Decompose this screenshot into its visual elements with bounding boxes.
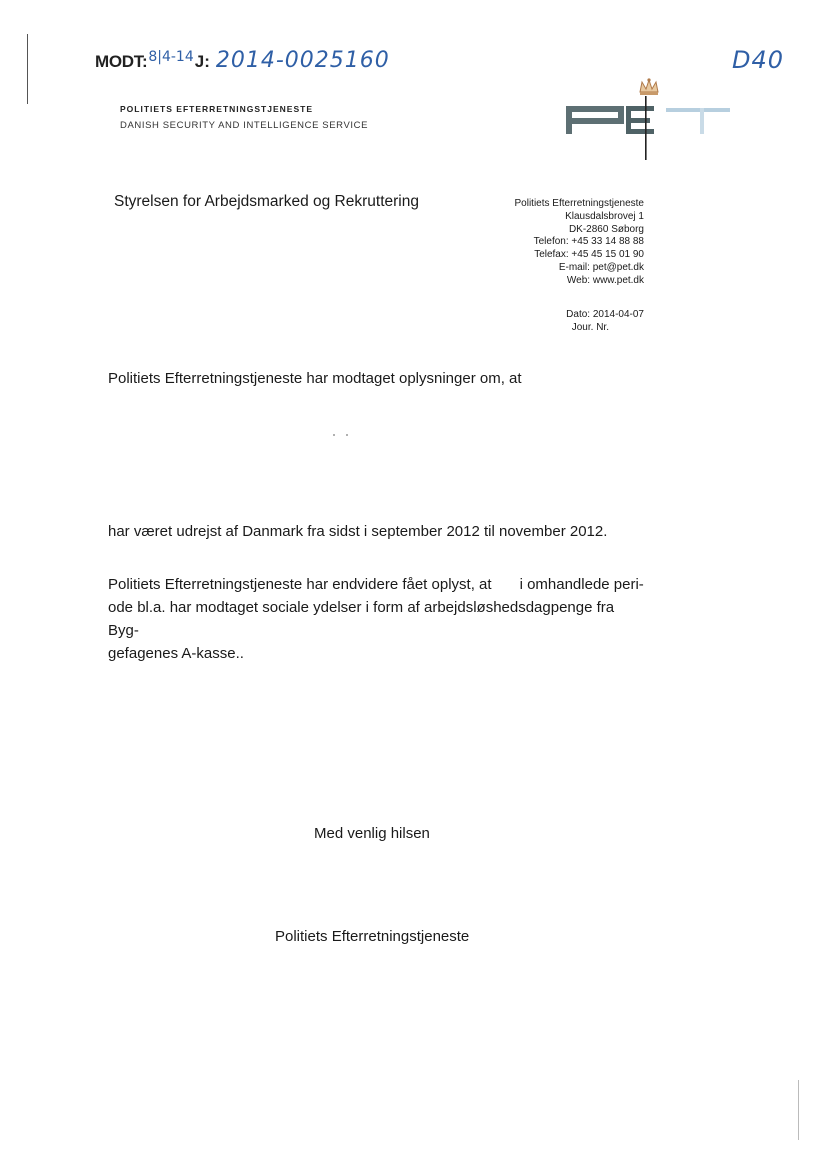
handwritten-mark: D40 <box>731 46 784 74</box>
logo-letter-p <box>566 106 624 134</box>
sender-street: Klausdalsbrovej 1 <box>565 210 644 222</box>
sender-web: Web: www.pet.dk <box>566 274 644 286</box>
body-paragraph-3-line-1: Politiets Efterretningstjeneste har endvidere fået oplyst, at i omhandlede peri- <box>108 576 644 593</box>
journal-number: Jour. Nr. <box>571 321 609 333</box>
stamp-prefix: MODT: <box>95 52 148 71</box>
crown-icon <box>640 78 658 95</box>
stamp-case-number: 2014-0025160 <box>215 48 390 73</box>
body-paragraph-3 <box>108 573 648 665</box>
logo-letter-e <box>626 106 654 134</box>
org-name-danish: POLITIETS EFTERRETNINGSTJENESTE <box>120 104 313 114</box>
sender-postal: DK-2860 Søborg <box>568 223 644 235</box>
logo-letter-t <box>666 108 730 134</box>
body-paragraph-1: Politiets Efterretningstjeneste har modtaget oplysninger om, at <box>108 370 522 387</box>
sender-email: E-mail: pet@pet.dk <box>558 261 644 273</box>
scan-speck <box>333 434 335 436</box>
received-stamp <box>95 48 390 73</box>
signature-organization: Politiets Efterretningstjeneste <box>275 928 470 945</box>
recipient: Styrelsen for Arbejdsmarked og Rekruttering <box>114 193 419 210</box>
sender-fax: Telefax: +45 45 15 01 90 <box>534 249 644 261</box>
sender-phone: Telefon: +45 33 14 88 88 <box>533 236 644 248</box>
scan-speck <box>346 434 348 436</box>
org-name-english: DANISH SECURITY AND INTELLIGENCE SERVICE <box>120 120 369 131</box>
logo-text: PET <box>562 78 564 79</box>
closing-greeting: Med venlig hilsen <box>314 825 430 842</box>
margin-line <box>27 34 28 104</box>
body-paragraph-3-line-2: ode bl.a. har modtaget sociale ydelser i form af arbejdsløshedsdagpenge fra Byg- <box>108 599 615 639</box>
letter-date: Dato: 2014-04-07 <box>566 309 644 320</box>
scan-edge-line <box>798 1080 799 1140</box>
sender-address <box>514 198 644 288</box>
pet-logo <box>562 78 732 162</box>
letter-meta <box>566 309 644 335</box>
body-paragraph-3-line-3: gefagenes A-kasse.. <box>108 645 244 662</box>
stamp-date: 8|4-14 <box>148 49 194 65</box>
sender-name: Politiets Efterretningstjeneste <box>514 198 644 209</box>
stamp-j-label: J: <box>194 52 210 71</box>
body-paragraph-2: har været udrejst af Danmark fra sidst i september 2012 til november 2012. <box>108 523 608 540</box>
